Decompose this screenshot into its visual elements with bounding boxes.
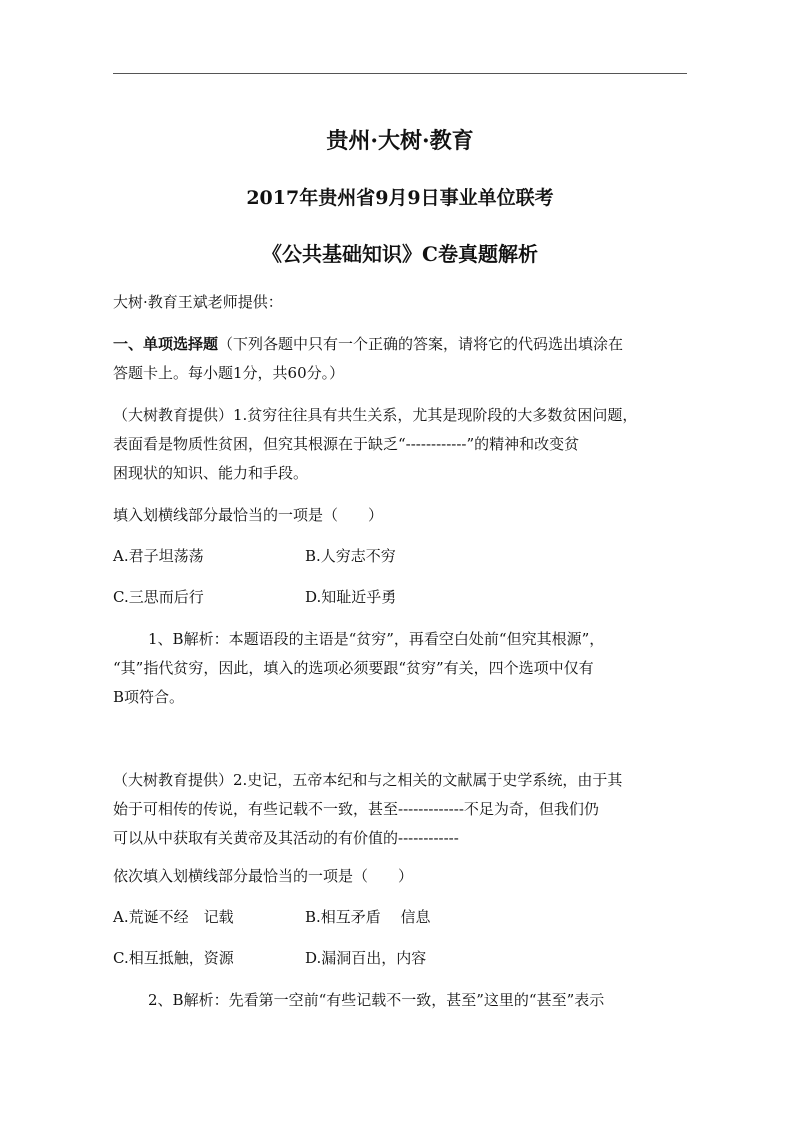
q1-option-b: B.人穷志不穷: [305, 547, 396, 565]
q2-option-d: D.漏洞百出，内容: [305, 949, 427, 967]
q2-stem-line3: 可以从中获取有关黄帝及其活动的有价值的------------: [113, 829, 459, 847]
q2-option-a: A.荒诞不经 记载: [113, 908, 234, 926]
q1-stem-line2: 表面看是物质性贫困，但究其根源在于缺乏“------------”的精神和改变贫: [113, 435, 580, 453]
paper-title: 《公共基础知识》C卷真题解析: [262, 242, 538, 266]
section1-line1: [113, 334, 623, 354]
q1-prompt: 填入划横线部分最恰当的一项是（ ）: [113, 506, 384, 524]
q2-option-b: B.相互矛盾 信息: [305, 908, 431, 926]
header-rule: [113, 73, 687, 74]
q1-answer-line2: “其”指代贫穷，因此，填入的选项必须要跟“贫穷”有关，四个选项中仅有: [113, 659, 594, 677]
q1-stem-line1: （大树教育提供）1.贫穷往往具有共生关系，尤其是现阶段的大多数贫困问题，: [113, 406, 638, 424]
exam-title: 2017年贵州省9月9日事业单位联考: [246, 187, 554, 209]
q1-stem-line3: 困现状的知识、能力和手段。: [113, 464, 309, 482]
section1-heading: 一、单项选择题: [113, 335, 219, 353]
q1-answer-line1: 1、B解析：本题语段的主语是“贫穷”，再看空白处前“但究其根源”，: [148, 630, 605, 648]
q1-answer-line3: B项符合。: [113, 688, 185, 706]
section1-instruction: （下列各题中只有一个正确的答案，请将它的代码选出填涂在: [218, 335, 624, 353]
q2-stem-line1: （大树教育提供）2.史记，五帝本纪和与之相关的文献属于史学系统，由于其: [113, 771, 623, 789]
q2-prompt: 依次填入划横线部分最恰当的一项是（ ）: [113, 867, 414, 885]
section1-line2: 答题卡上。每小题1分，共60分。）: [113, 364, 345, 382]
intro-line: 大树·教育王斌老师提供：: [113, 293, 283, 311]
q2-options-row1: [113, 907, 513, 927]
q2-answer-line1: 2、B解析：先看第一空前“有些记载不一致，甚至”这里的“甚至”表示: [148, 991, 605, 1009]
q1-options-row1: [113, 546, 513, 566]
q1-option-d: D.知耻近乎勇: [305, 588, 397, 606]
q2-stem-line2: 始于可相传的传说，有些记载不一致，甚至-------------不足为奇，但我们仍: [113, 800, 599, 818]
q1-options-row2: [113, 587, 513, 607]
q2-options-row2: [113, 948, 513, 968]
q2-option-c: C.相互抵触，资源: [113, 949, 234, 967]
q1-option-a: A.君子坦荡荡: [113, 547, 204, 565]
q1-option-c: C.三思而后行: [113, 588, 204, 606]
org-title: 贵州·大树·教育: [326, 128, 474, 154]
